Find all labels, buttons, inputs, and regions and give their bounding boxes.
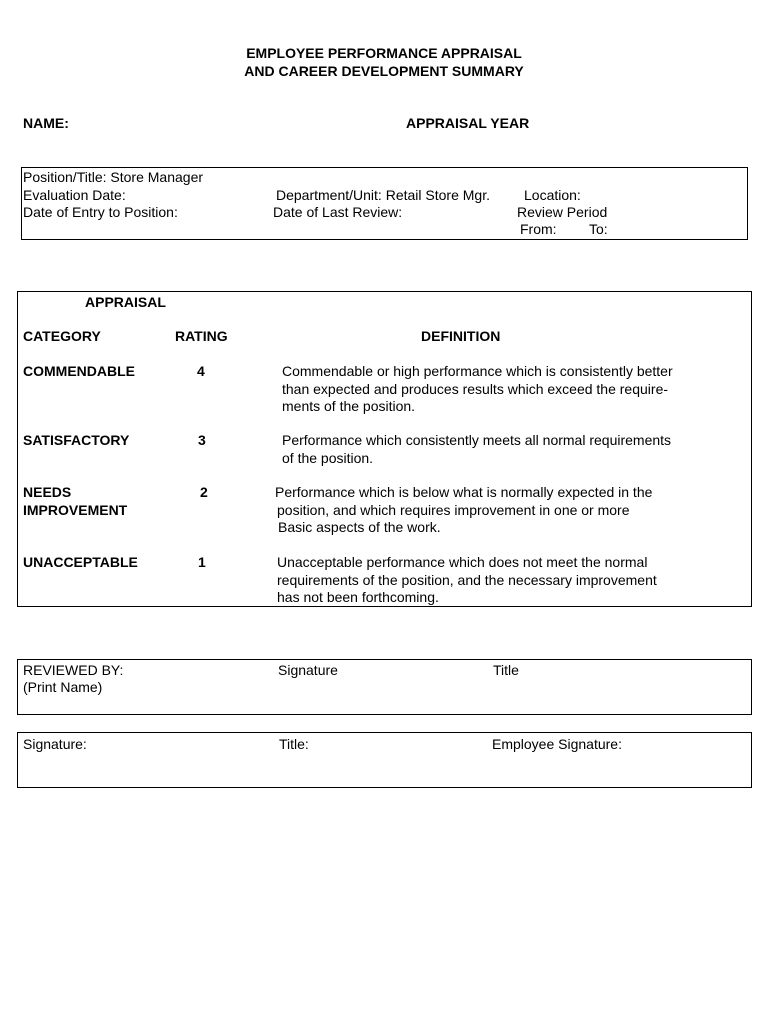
rating-value: 3 (198, 432, 206, 448)
signature-box (17, 732, 752, 788)
reviewer-signature-label: Signature (278, 662, 338, 678)
rating-value: 4 (197, 363, 205, 379)
definition-line: Performance which is below what is normally expected in the (275, 484, 653, 500)
position-info-box (21, 167, 748, 240)
reviewer-title-label: Title (493, 662, 519, 678)
category-column-header: CATEGORY (23, 328, 101, 344)
date-of-last-review-field: Date of Last Review: (273, 204, 403, 220)
appraisal-heading: APPRAISAL (85, 294, 166, 310)
print-name-label: (Print Name) (23, 679, 103, 695)
name-label: NAME: (23, 115, 69, 131)
from-field: From: (520, 221, 557, 237)
location-field: Location: (524, 187, 581, 203)
document-title-line-1: EMPLOYEE PERFORMANCE APPRAISAL (246, 45, 522, 61)
reviewed-by-box (17, 659, 752, 715)
department-unit-field: Department/Unit: Retail Store Mgr. (276, 187, 490, 203)
category-needs-improvement-line-1: NEEDS (23, 484, 72, 500)
category-satisfactory: SATISFACTORY (23, 432, 130, 448)
document-title-line-2: AND CAREER DEVELOPMENT SUMMARY (244, 63, 524, 79)
definition-line: Basic aspects of the work. (278, 519, 441, 535)
date-of-entry-field: Date of Entry to Position: (23, 204, 178, 220)
review-period-label: Review Period (517, 204, 608, 220)
signature-label: Signature: (23, 736, 87, 752)
definition-line: requirements of the position, and the necessary improvement (277, 571, 657, 588)
definition-line: ments of the position. (282, 398, 416, 414)
appraisal-year-label: APPRAISAL YEAR (406, 115, 530, 131)
definition-line: has not been forthcoming. (277, 589, 439, 605)
position-title-field: Position/Title: Store Manager (23, 169, 204, 185)
rating-value: 2 (200, 484, 208, 500)
definition-line: than expected and produces results which exceed the require- (282, 380, 669, 397)
definition-line: Commendable or high performance which is consistently better (282, 363, 673, 379)
category-commendable: COMMENDABLE (23, 363, 135, 379)
category-needs-improvement-line-2: IMPROVEMENT (23, 501, 128, 518)
to-field: To: (589, 221, 608, 237)
definition-line: Unacceptable performance which does not meet the normal (277, 554, 648, 570)
definition-line: position, and which requires improvement in one or more (277, 501, 630, 518)
appraisal-definitions-box (17, 291, 752, 607)
reviewed-by-label: REVIEWED BY: (23, 662, 124, 678)
employee-signature-label: Employee Signature: (492, 736, 622, 752)
definition-line: of the position. (282, 449, 374, 466)
definition-column-header: DEFINITION (421, 328, 501, 344)
definition-line: Performance which consistently meets all normal requirements (282, 432, 672, 448)
category-unacceptable: UNACCEPTABLE (23, 554, 138, 570)
evaluation-date-field: Evaluation Date: (23, 187, 126, 203)
title-label: Title: (279, 736, 309, 752)
rating-column-header: RATING (175, 328, 228, 344)
rating-value: 1 (198, 554, 206, 570)
